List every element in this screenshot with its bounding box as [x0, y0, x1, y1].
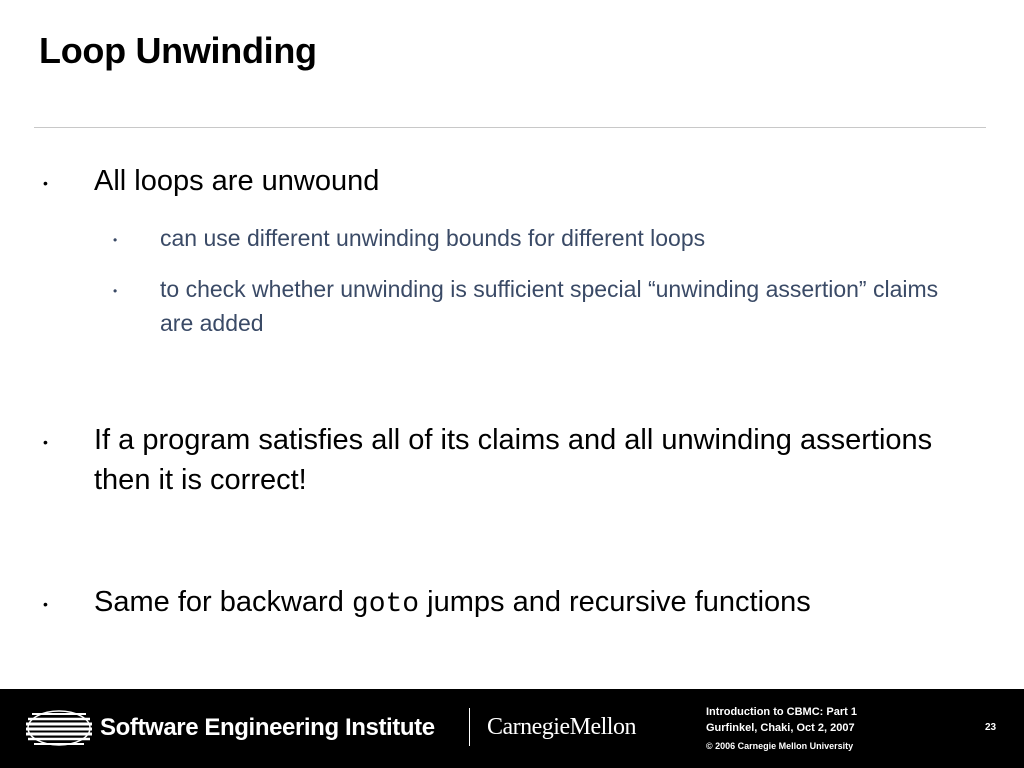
page-number: 23 [985, 722, 997, 733]
cmu-wordmark: CarnegieMellon [487, 714, 636, 740]
bullet-dot: • [113, 284, 118, 298]
bullet-dot: • [43, 175, 48, 191]
bullet-text-after: jumps and recursive functions [419, 586, 811, 618]
bullet-text-before: Same for backward [94, 586, 352, 618]
title-divider [34, 127, 986, 128]
sei-wordmark: Software Engineering Institute [100, 714, 435, 741]
footer-copyright: © 2006 Carnegie Mellon University [706, 741, 854, 751]
bullet-text: to check whether unwinding is sufficient special “unwinding assertion” claims are added [160, 276, 939, 336]
code-goto: goto [351, 589, 420, 620]
footer-divider [469, 708, 470, 746]
bullet-dot: • [43, 434, 48, 450]
bullet-text: If a program satisfies all of its claims and all unwinding assertions then it is correct! [94, 424, 933, 496]
bullet-text: can use different unwinding bounds for different loops [160, 225, 706, 251]
bullet-text: All loops are unwound [94, 165, 380, 197]
footer-course-line: Introduction to CBMC: Part 1 [706, 706, 857, 718]
sei-globe-logo-icon [26, 709, 92, 747]
bullet-dot: • [43, 596, 48, 612]
bullet-text [94, 582, 974, 625]
slide-footer [0, 689, 1024, 768]
slide-title: Loop Unwinding [39, 30, 317, 71]
footer-authors-line: Gurfinkel, Chaki, Oct 2, 2007 [706, 722, 855, 734]
bullet-dot: • [113, 233, 118, 247]
